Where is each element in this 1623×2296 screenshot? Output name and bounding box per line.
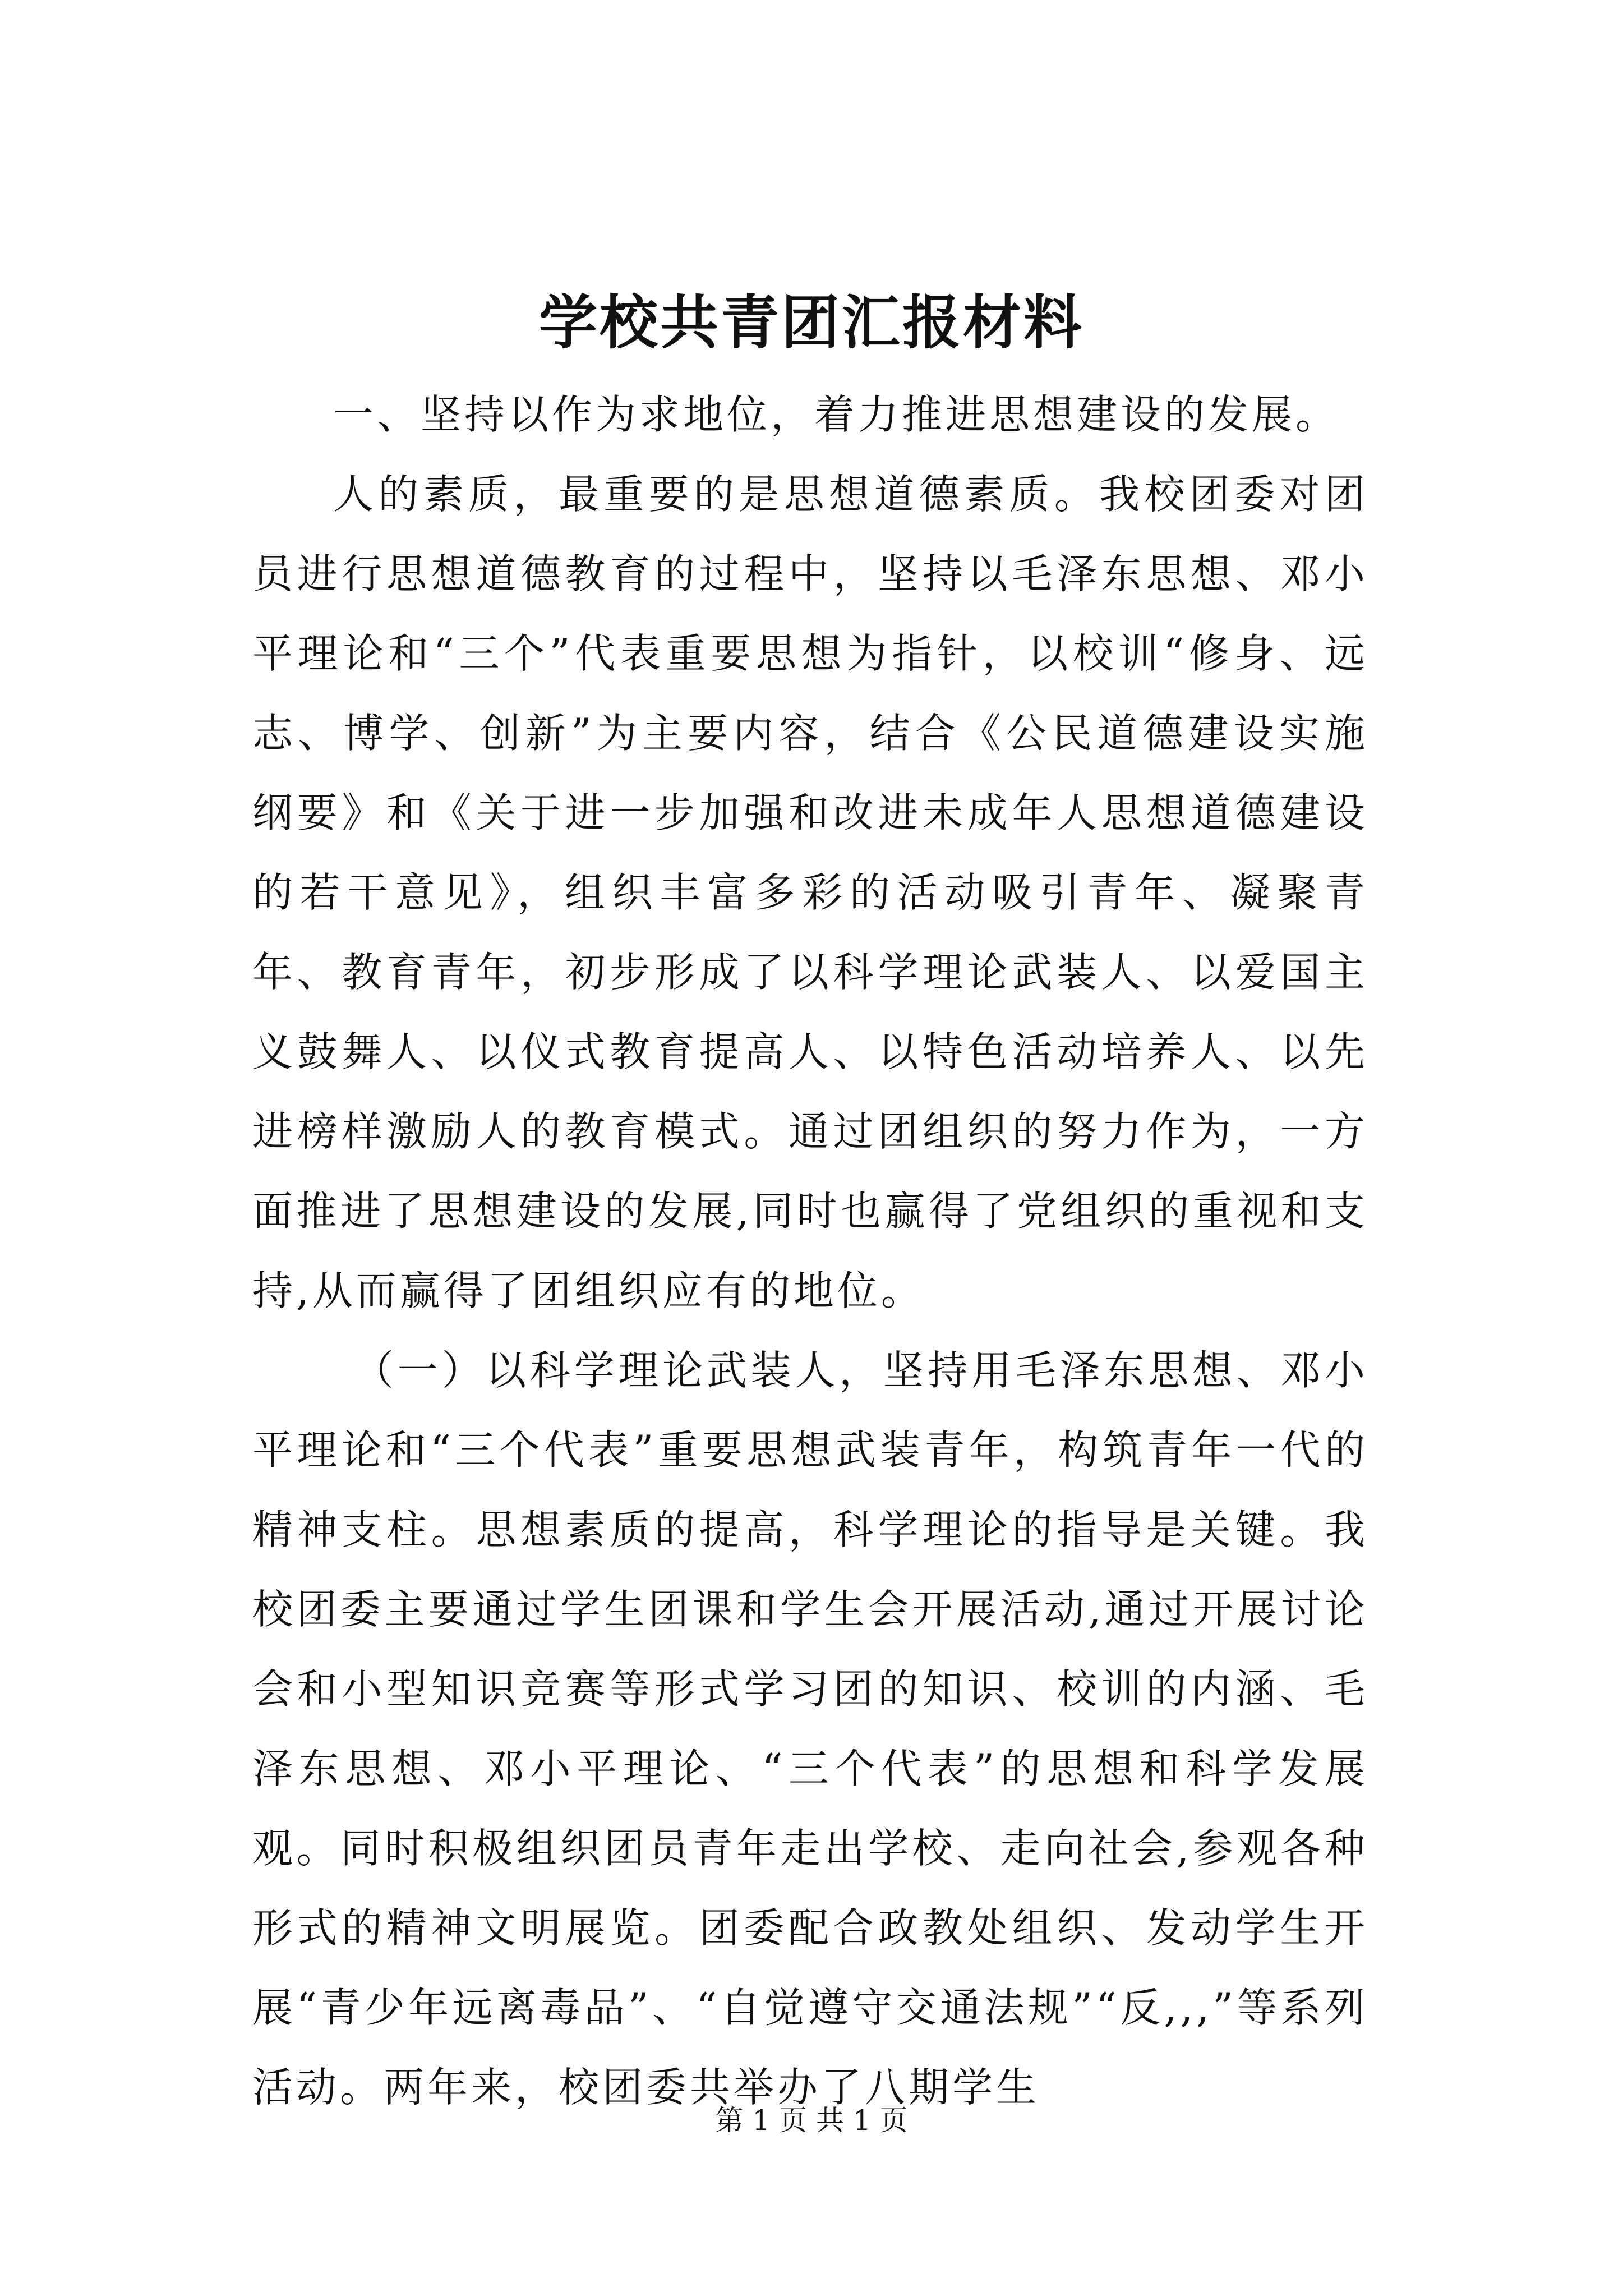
document-body: [252, 375, 1368, 2127]
body-paragraph: 人的素质，最重要的是思想道德素质。我校团委对团员进行思想道德教育的过程中，坚持以毛泽东思想、邓小平理论和“三个”代表重要思想为指针，以校训“修身、远志、博学、创新”为主要内容，结合《公民道德建设实施纲要》和《关于进一步加强和改进未成年人思想道德建设的若干意见》，组织丰富多彩的活动吸引青年、凝聚青年、教育青年，初步形成了以科学理论武装人、以爱国主义鼓舞人、以仪式教育提高人、以特色活动培养人、以先进榜样激励人的教育模式。通过团组织的努力作为，一方面推进了思想建设的发展,同时也赢得了党组织的重视和支持,从而赢得了团组织应有的地位。: [252, 471, 1368, 1314]
page-footer: 第 1 页 共 1 页: [715, 2104, 908, 2137]
section-heading: 一、坚持以作为求地位，着力推进思想建设的发展。: [333, 391, 1340, 438]
document-title: 学校共青团汇报材料: [538, 288, 1084, 357]
subsection-paragraph: （一）以科学理论武装人，坚持用毛泽东思想、邓小平理论和“三个代表”重要思想武装青年，构筑青年一代的精神支柱。思想素质的提高，科学理论的指导是关键。我校团委主要通过学生团课和学生会开展活动,通过开展讨论会和小型知识竞赛等形式学习团的知识、校训的内涵、毛泽东思想、邓小平理论、“三个代表”的思想和科学发展观。同时积极组织团员青年走出学校、走向社会,参观各种形式的精神文明展览。团委配合政教处组织、发动学生开展“青少年远离毒品”、“自觉遵守交通法规”“反,,,”等系列活动。两年来，校团委共举办了八期学生: [252, 1347, 1368, 2111]
